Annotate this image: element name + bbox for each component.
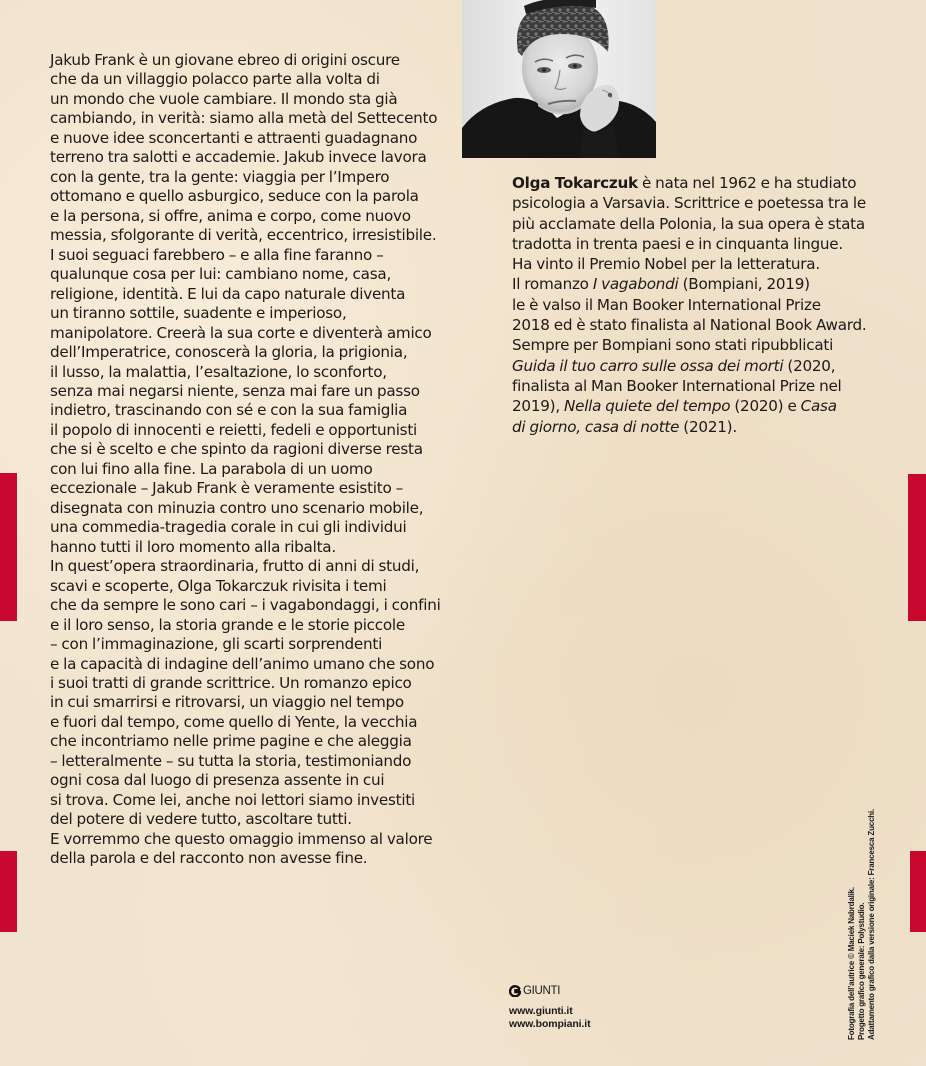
bio-line: 2018 ed è stato finalista al National Book Award. bbox=[512, 316, 867, 335]
bio-line bbox=[512, 417, 902, 437]
bio-line bbox=[512, 274, 902, 294]
bio-line bbox=[512, 173, 902, 193]
book-title: di giorno, casa di notte bbox=[512, 417, 680, 436]
book-title: I vagabondi bbox=[592, 275, 679, 294]
website-link-giunti[interactable]: www.giunti.it bbox=[509, 1005, 573, 1017]
giunti-logo-text: GIUNTI bbox=[523, 985, 561, 997]
blurb-line: della parola e del racconto non avesse fine. bbox=[50, 849, 368, 868]
giunti-logo bbox=[509, 985, 591, 997]
blurb-line: messia, sfolgorante di verità, eccentrico, irresistibile. bbox=[50, 226, 437, 245]
blurb-line: con lui fino alla fine. La parabola di un uomo bbox=[50, 459, 373, 478]
blurb-line: E vorremmo che questo omaggio immenso al valore bbox=[50, 829, 433, 848]
blurb-line: In quest’opera straordinaria, frutto di anni di studi, bbox=[50, 557, 420, 576]
book-title: Guida il tuo carro sulle ossa dei morti bbox=[512, 356, 784, 375]
blurb-line: religione, identità. E lui da capo naturale diventa bbox=[50, 284, 406, 303]
blurb-line: ottomano e quello asburgico, seduce con la parola bbox=[50, 187, 419, 206]
blurb-line: terreno tra salotti e accademie. Jakub invece lavora bbox=[50, 148, 427, 167]
publisher-block bbox=[509, 985, 591, 1030]
blurb-line: il lusso, la malattia, l’esaltazione, lo sconforto, bbox=[50, 362, 387, 381]
blurb-line: indietro, trascinando con sé e con la sua famiglia bbox=[50, 401, 408, 420]
blurb-line: – letteralmente – su tutta la storia, testimoniando bbox=[50, 751, 412, 770]
blurb-line: che da un villaggio polacco parte alla volta di bbox=[50, 70, 380, 89]
blurb-line: i suoi tratti di grande scrittrice. Un romanzo epico bbox=[50, 674, 412, 692]
book-title: Casa bbox=[800, 397, 837, 416]
credit-line-design: Progetto grafico generale: Polystudio. bbox=[857, 902, 867, 1040]
author-bio bbox=[512, 173, 902, 437]
website-link-bompiani[interactable]: www.bompiani.it bbox=[509, 1017, 591, 1030]
bio-text: è nata nel 1962 e ha studiato bbox=[637, 174, 857, 192]
credit-line-photo: Fotografia dell’autrice © Maciek Nabrdalik. bbox=[847, 887, 856, 1040]
blurb-line: e nuove idee sconcertanti e attraenti guadagnano bbox=[50, 128, 418, 147]
blurb-line: che si è scelto e che spinto da ragioni diverse resta bbox=[50, 440, 423, 459]
blurb-line: e il loro senso, la storia grande e le storie piccole bbox=[50, 615, 405, 634]
blurb-line: – con l’immaginazione, gli scarti sorprendenti bbox=[50, 635, 383, 654]
bio-text: (2020) e bbox=[730, 397, 801, 416]
blurb-line: e fuori dal tempo, come quello di Yente, la vecchia bbox=[50, 712, 418, 731]
author-name: Olga Tokarczuk bbox=[512, 174, 638, 192]
blurb-line: che incontriamo nelle prime pagine e che aleggia bbox=[50, 732, 412, 751]
bio-text: (2021). bbox=[679, 417, 737, 436]
bio-line: finalista al Man Booker International Prize nel bbox=[512, 376, 842, 395]
blurb-line: hanno tutti il loro momento alla ribalta. bbox=[50, 537, 336, 556]
book-blurb bbox=[50, 51, 441, 869]
author-photo bbox=[462, 0, 656, 158]
bio-line: tradotta in trenta paesi e in cinquanta lingue. bbox=[512, 234, 843, 253]
bio-text: (Bompiani, 2019) bbox=[678, 275, 810, 294]
bio-text: Il romanzo bbox=[512, 275, 593, 294]
blurb-line: eccezionale – Jakub Frank è veramente esistito – bbox=[50, 479, 403, 498]
blurb-line: cambiando, in verità: siamo alla metà del Settecento bbox=[50, 109, 438, 128]
blurb-line: in cui smarrirsi e ritrovarsi, un viaggio nel tempo bbox=[50, 693, 404, 712]
blurb-line: un tiranno sottile, suadente e imperioso, bbox=[50, 304, 347, 323]
bio-line: psicologia a Varsavia. Scrittrice e poetessa tra le bbox=[512, 194, 866, 213]
credit-line-adaptation: Adattamento grafico dalla versione originale: Francesca Zucchi. bbox=[867, 808, 877, 1040]
red-side-bar-right-upper bbox=[908, 474, 926, 621]
bio-line: le è valso il Man Booker International Prize bbox=[512, 295, 821, 314]
blurb-line: qualunque cosa per lui: cambiano nome, casa, bbox=[50, 265, 392, 284]
book-title: Nella quiete del tempo bbox=[563, 397, 731, 416]
bio-line: Ha vinto il Premio Nobel per la letteratura. bbox=[512, 255, 820, 274]
blurb-line: dell’Imperatrice, conoscerà la gloria, la prigionia, bbox=[50, 343, 408, 362]
blurb-line: una commedia-tragedia corale in cui gli individui bbox=[50, 518, 407, 537]
blurb-line: e la persona, si offre, anima e corpo, come nuovo bbox=[50, 206, 411, 225]
giunti-g-icon bbox=[509, 985, 521, 997]
blurb-line: e la capacità di indagine dell’animo umano che sono bbox=[50, 654, 435, 673]
blurb-line: del potere di vedere tutto, ascoltare tutti. bbox=[50, 810, 352, 829]
red-side-bar-left-upper bbox=[0, 473, 17, 621]
blurb-line: che da sempre le sono cari – i vagabondaggi, i confini bbox=[50, 596, 441, 615]
bio-line bbox=[512, 356, 902, 376]
blurb-line: un mondo che vuole cambiare. Il mondo sta già bbox=[50, 89, 398, 108]
blurb-line: ogni cosa dal luogo di presenza assente in cui bbox=[50, 771, 385, 790]
blurb-line: Jakub Frank è un giovane ebreo di origini oscure bbox=[50, 51, 400, 69]
blurb-line: il popolo di innocenti e reietti, fedeli e opportunisti bbox=[50, 420, 418, 439]
red-side-bar-left-lower bbox=[0, 851, 17, 932]
image-credits bbox=[847, 809, 878, 1040]
blurb-line: si trova. Come lei, anche noi lettori siamo investiti bbox=[50, 790, 416, 809]
bio-text: 2019), bbox=[512, 397, 564, 416]
portrait-image bbox=[462, 0, 656, 158]
red-side-bar-right-lower bbox=[910, 851, 926, 932]
bio-line: Sempre per Bompiani sono stati ripubblicati bbox=[512, 336, 834, 355]
bio-line: più acclamate della Polonia, la sua opera è stata bbox=[512, 214, 865, 233]
bio-line bbox=[512, 396, 902, 416]
blurb-line: scavi e scoperte, Olga Tokarczuk rivisita i temi bbox=[50, 576, 387, 595]
blurb-line: con la gente, tra la gente: viaggia per l’Impero bbox=[50, 167, 390, 186]
bio-text: (2020, bbox=[783, 356, 836, 375]
blurb-line: manipolatore. Creerà la sua corte e diventerà amico bbox=[50, 323, 432, 342]
blurb-line: disegnata con minuzia contro uno scenario mobile, bbox=[50, 498, 424, 517]
blurb-line: I suoi seguaci farebbero – e alla fine faranno – bbox=[50, 245, 384, 264]
blurb-line: senza mai negarsi niente, senza mai fare un passo bbox=[50, 381, 420, 400]
